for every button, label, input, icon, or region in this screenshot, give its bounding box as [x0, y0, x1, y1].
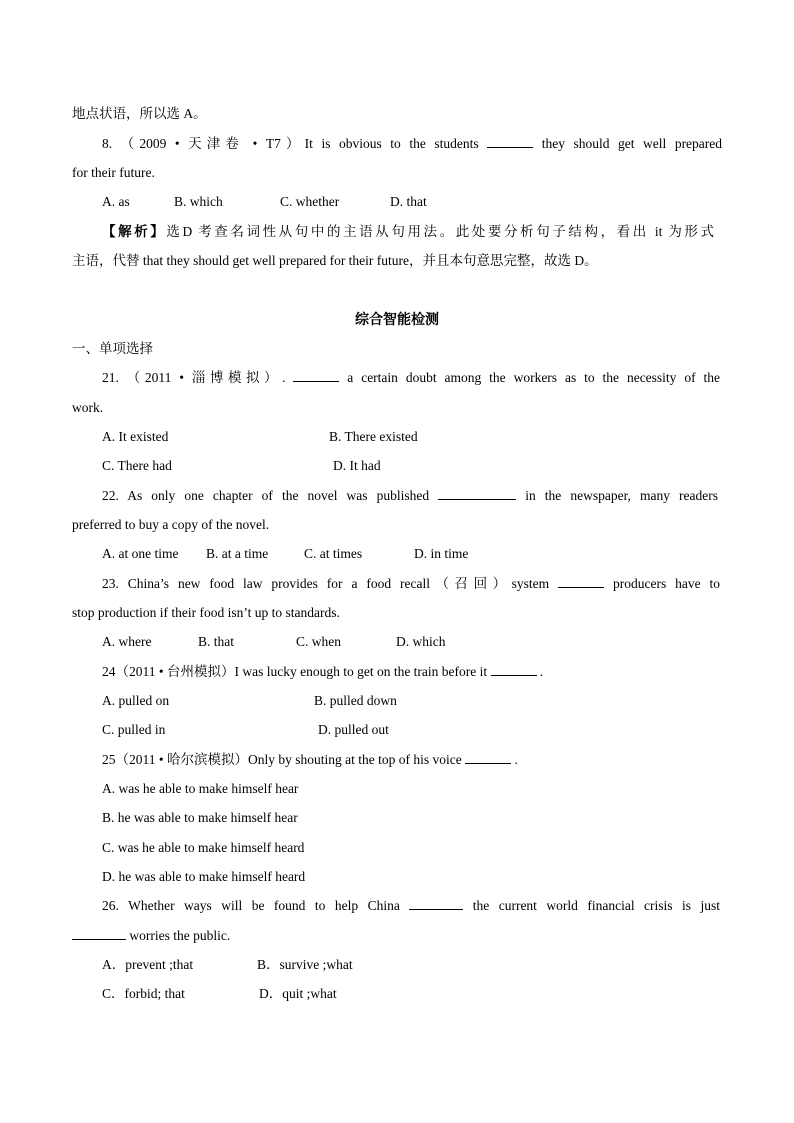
q8-line1: [102, 135, 722, 153]
q21-blank: [293, 369, 339, 382]
q22-option-b: B. at a time: [206, 546, 269, 561]
section-subtitle: 一、单项选择: [72, 341, 153, 356]
q23-line2: stop production if their food isn’t up to standards.: [72, 605, 340, 620]
q25-option-d: D. he was able to make himself heard: [102, 869, 306, 884]
q8-option-d: D. that: [390, 194, 427, 209]
q8-option-c: C. whether: [280, 194, 340, 209]
q25-stem-part2: .: [514, 752, 518, 767]
q8-option-b: B. which: [174, 194, 223, 209]
q8-option-a: A. as: [102, 194, 130, 209]
q8-stem-part2: they should get well prepared: [541, 136, 723, 151]
q22-line1: [102, 487, 718, 505]
q23-option-a: A. where: [102, 634, 152, 649]
q21-line1: [102, 369, 720, 387]
q24-stem-part2: .: [539, 664, 544, 679]
q23-stem-part1: 23. China’s new food law provides for a food recall（召回）system: [102, 576, 550, 591]
q8-line2: for their future.: [72, 165, 155, 180]
q22-option-c: C. at times: [304, 546, 363, 561]
q25-line1: [102, 751, 518, 769]
q26-line2: [72, 927, 230, 945]
q21-option-d: D. It had: [333, 458, 381, 473]
q21-line2: work.: [72, 400, 104, 415]
q23-option-b: B. that: [198, 634, 234, 649]
q22-stem-part2: in the newspaper, many readers: [525, 488, 719, 503]
q22-blank: [438, 487, 516, 500]
section-title: 综合智能检测: [355, 313, 439, 328]
q23-option-d: D. which: [396, 634, 446, 649]
q8-options: [102, 193, 427, 211]
q26-option-c: C．forbid; that: [102, 986, 185, 1001]
q25-blank: [465, 751, 511, 764]
q26-stem-part2: the current world financial crisis is just: [472, 898, 720, 913]
q8-analysis-text1: 选D 考查名词性从句中的主语从句用法。此处要分析句子结构，看出 it 为形式: [166, 224, 715, 239]
q25-option-c: C. was he able to make himself heard: [102, 840, 305, 855]
q24-option-b: B. pulled down: [314, 693, 397, 708]
q8-analysis-line2: 主语，代替 that they should get well prepared for their future，并且本句意思完整，故选 D。: [72, 253, 598, 268]
q24-line1: [102, 663, 543, 681]
q26-option-a: A．prevent ;that: [102, 957, 194, 972]
q8-blank: [487, 135, 533, 148]
q23-options: [102, 633, 446, 651]
q26-option-d: D．quit ;what: [259, 986, 337, 1001]
q23-option-c: C. when: [296, 634, 341, 649]
q23-line1: [102, 575, 720, 593]
q25-stem-part1: 25（2011 • 哈尔滨模拟）Only by shouting at the top of his voice: [102, 752, 462, 767]
q22-options: [102, 545, 468, 563]
q25-option-a: A. was he able to make himself hear: [102, 781, 299, 796]
q21-option-c: C. There had: [102, 458, 172, 473]
q8-stem-part1: 8. （2009 • 天津卷 • T7）It is obvious to the students: [102, 136, 479, 151]
q23-blank: [558, 575, 604, 588]
q21-option-b: B. There existed: [329, 429, 418, 444]
q26-option-b: B．survive ;what: [257, 957, 353, 972]
q24-stem-part1: 24（2011 • 台州模拟）I was lucky enough to get on the train before it: [102, 664, 488, 679]
q24-option-a: A. pulled on: [102, 693, 170, 708]
q24-option-c: C. pulled in: [102, 722, 166, 737]
q26-blank-1: [409, 897, 463, 910]
q22-option-d: D. in time: [414, 546, 469, 561]
q22-stem-part1: 22. As only one chapter of the novel was published: [102, 488, 430, 503]
prev-answer-line: 地点状语，所以选 A。: [72, 106, 207, 121]
q25-option-b: B. he was able to make himself hear: [102, 810, 298, 825]
q24-option-d: D. pulled out: [318, 722, 389, 737]
q22-line2: preferred to buy a copy of the novel.: [72, 517, 270, 532]
q22-option-a: A. at one time: [102, 546, 179, 561]
q8-analysis-tag: 【解析】: [102, 224, 167, 239]
q26-stem-part1: 26. Whether ways will be found to help China: [102, 898, 400, 913]
q21-option-a: A. It existed: [102, 429, 169, 444]
q24-blank: [491, 663, 537, 676]
q23-stem-part2: producers have to: [612, 576, 721, 591]
q26-line2-text: worries the public.: [129, 928, 231, 943]
q8-analysis-line1: [102, 223, 714, 241]
q26-blank-2: [72, 927, 126, 940]
q26-line1: [102, 897, 720, 915]
q21-stem-part1: 21. （2011 • 淄博模拟）.: [102, 370, 286, 385]
q21-stem-part2: a certain doubt among the workers as to the necessity of the: [347, 370, 721, 385]
